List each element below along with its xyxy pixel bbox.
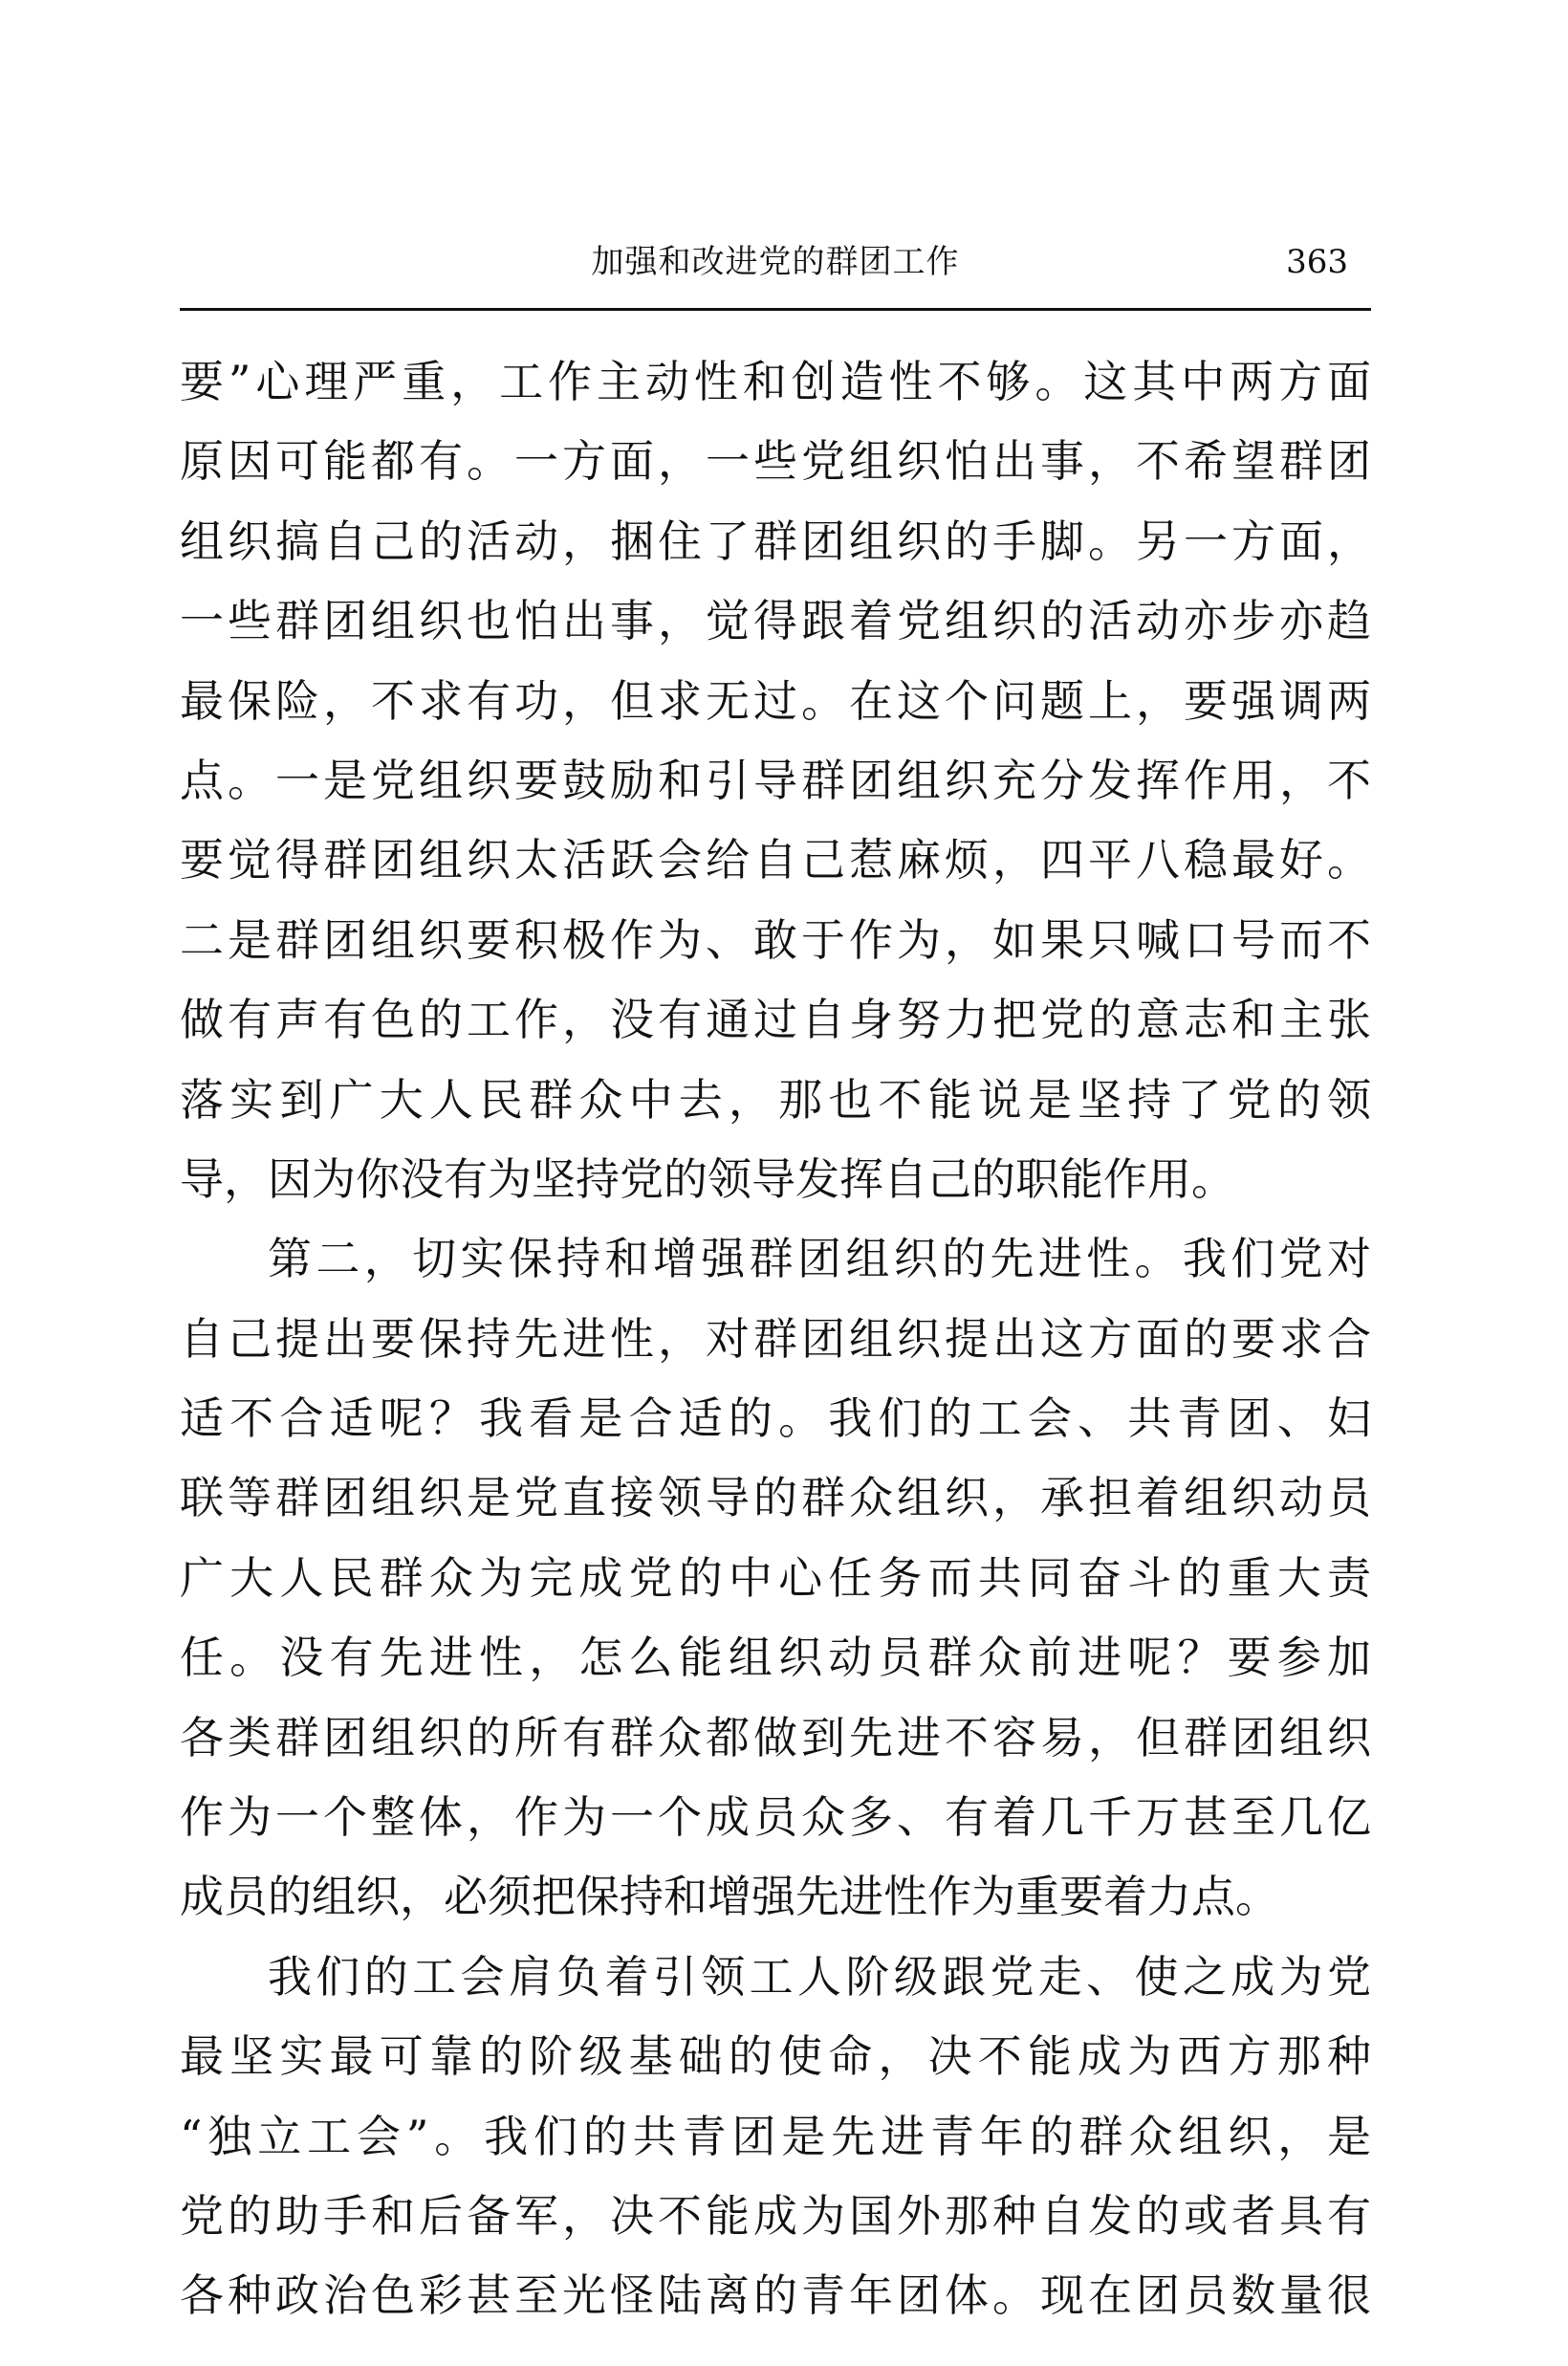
paragraph-first-line: 第二，切实保持和增强群团组织的先进性。我们党对 [268,1233,1371,1285]
text-line: 作为一个整体，作为一个成员众多、有着几千万甚至几亿 [180,1791,1371,1844]
text-line: 自己提出要保持先进性，对群团组织提出这方面的要求合 [180,1312,1371,1365]
text-line: 要”心理严重，工作主动性和创造性不够。这其中两方面 [180,356,1371,407]
text-line: 适不合适呢？我看是合适的。我们的工会、共青团、妇 [180,1392,1371,1445]
text-line: 成员的组织，必须把保持和增强先进性作为重要着力点。 [180,1871,1279,1923]
text-line: 广大人民群众为完成党的中心任务而共同奋斗的重大责 [180,1551,1371,1604]
running-head [180,237,1371,295]
text-line: 各类群团组织的所有群众都做到先进不容易，但群团组织 [180,1711,1371,1764]
text-line: 组织搞自己的活动，捆住了群团组织的手脚。另一方面， [180,515,1371,567]
text-line: 各种政治色彩甚至光怪陆离的青年团体。现在团员数量很 [180,2269,1371,2322]
text-line: 要觉得群团组织太活跃会给自己惹麻烦，四平八稳最好。 [180,834,1371,887]
page-number: 363 [1286,243,1348,281]
text-line: 二是群团组织要积极作为、敢于作为，如果只喊口号而不 [180,913,1371,966]
text-line: 最保险，不求有功，但求无过。在这个问题上，要强调两 [180,674,1371,727]
text-line: 原因可能都有。一方面，一些党组织怕出事，不希望群团 [180,435,1371,488]
text-line: 任。没有先进性，怎么能组织动员群众前进呢？要参加 [180,1632,1371,1684]
text-line: 党的助手和后备军，决不能成为国外那种自发的或者具有 [180,2189,1371,2242]
text-line: 一些群团组织也怕出事，觉得跟着党组织的活动亦步亦趋 [180,595,1371,647]
body-text [180,342,1371,2336]
text-line: 导，因为你没有为坚持党的领导发挥自己的职能作用。 [180,1152,1235,1205]
paragraph-first-line: 我们的工会肩负着引领工人阶级跟党走、使之成为党 [268,1950,1371,2003]
running-title: 加强和改进党的群团工作 [591,243,960,281]
text-line: 点。一是党组织要鼓励和引导群团组织充分发挥作用，不 [180,754,1371,806]
text-line: 最坚实最可靠的阶级基础的使命，决不能成为西方那种 [180,2030,1371,2083]
text-line: “独立工会”。我们的共青团是先进青年的群众组织，是 [180,2110,1371,2162]
header-rule [180,308,1371,311]
text-line: 联等群团组织是党直接领导的群众组织，承担着组织动员 [180,1472,1371,1524]
text-line: 做有声有色的工作，没有通过自身努力把党的意志和主张 [180,994,1371,1046]
text-line: 落实到广大人民群众中去，那也不能说是坚持了党的领 [180,1073,1371,1126]
